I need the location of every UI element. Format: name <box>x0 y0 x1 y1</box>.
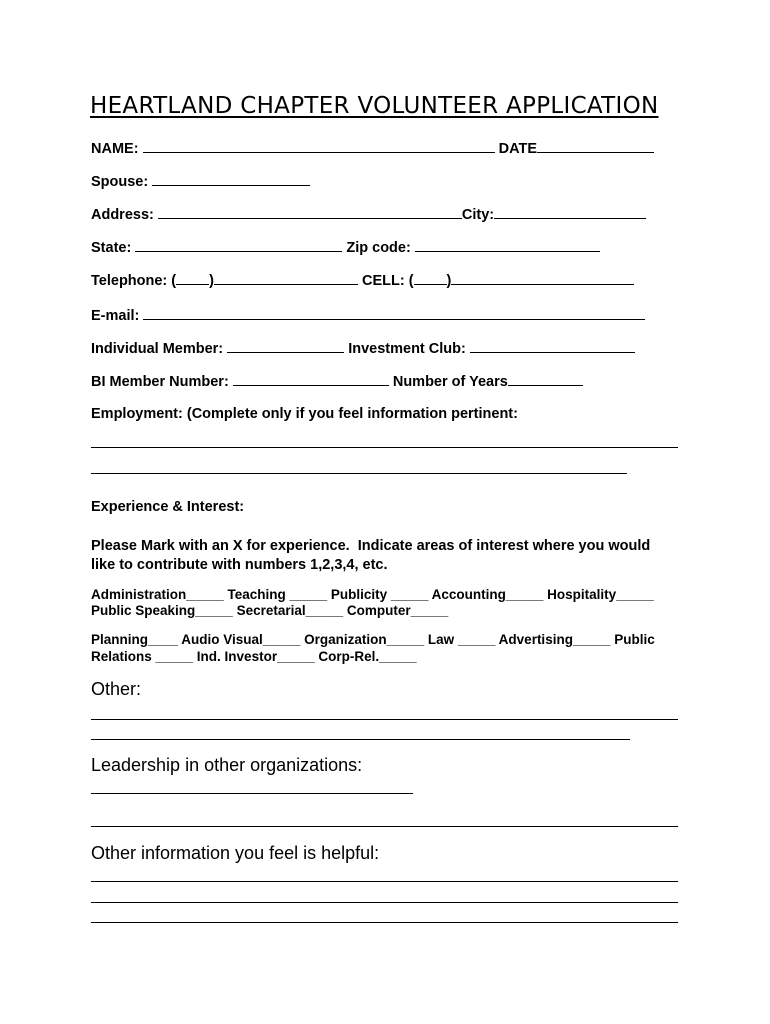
other-line-2[interactable] <box>91 739 630 740</box>
telephone-area-code-field[interactable] <box>176 271 209 285</box>
cell-field[interactable] <box>451 271 634 285</box>
other-line-1[interactable] <box>91 719 678 720</box>
date-label: DATE <box>498 141 537 157</box>
bi-member-row <box>91 372 583 390</box>
experience-instructions-1: Please Mark with an X for experience. Indicate areas of interest where you would <box>91 538 651 554</box>
leadership-line-1[interactable] <box>91 793 413 794</box>
email-field[interactable] <box>143 306 645 320</box>
name-field[interactable] <box>143 139 495 153</box>
state-label: State: <box>91 240 132 256</box>
leadership-label: Leadership in other organizations: <box>91 755 363 775</box>
number-of-years-label: Number of Years <box>392 374 508 390</box>
state-field[interactable] <box>135 238 342 252</box>
cell-label: CELL: ( <box>362 273 414 289</box>
spouse-row <box>91 172 310 190</box>
cell-area-code-field[interactable] <box>414 271 447 285</box>
email-row <box>91 306 645 324</box>
telephone-label: Telephone: ( <box>91 273 177 289</box>
employment-line-1[interactable] <box>91 447 678 448</box>
cell-paren: ) <box>446 273 452 289</box>
address-label: Address: <box>91 207 154 223</box>
experience-instructions-2: like to contribute with numbers 1,2,3,4, etc. <box>91 557 388 573</box>
employment-label: Employment: (Complete only if you feel information pertinent: <box>91 406 518 422</box>
interest-list-1b: Public Speaking_____ Secretarial_____ Computer_____ <box>91 603 449 618</box>
employment-line-2[interactable] <box>91 473 627 474</box>
city-field[interactable] <box>494 205 646 219</box>
investment-club-field[interactable] <box>470 339 635 353</box>
bi-member-number-field[interactable] <box>233 372 389 386</box>
other-info-line-3[interactable] <box>91 922 678 923</box>
name-label: NAME: <box>91 141 139 157</box>
individual-member-label: Individual Member: <box>91 341 224 357</box>
other-info-line-1[interactable] <box>91 881 678 882</box>
zip-field[interactable] <box>415 238 600 252</box>
experience-heading: Experience & Interest: <box>91 499 245 515</box>
address-field[interactable] <box>158 205 462 219</box>
zip-label: Zip code: <box>346 240 411 256</box>
telephone-row <box>91 271 634 289</box>
other-info-line-2[interactable] <box>91 902 678 903</box>
interest-list-2a: Planning____ Audio Visual_____ Organization_____ Law _____ Advertising_____ Public <box>91 632 655 647</box>
telephone-paren: ) <box>209 273 214 289</box>
interest-list-1a: Administration_____ Teaching _____ Publicity _____ Accounting_____ Hospitality_____ <box>91 587 654 602</box>
interest-list-2b: Relations _____ Ind. Investor_____ Corp-Rel._____ <box>91 649 417 664</box>
investment-club-label: Investment Club: <box>348 341 466 357</box>
membership-row <box>91 339 635 357</box>
number-of-years-field[interactable] <box>508 372 583 386</box>
leadership-line-2[interactable] <box>91 826 678 827</box>
spouse-label: Spouse: <box>91 174 149 190</box>
email-label: E-mail: <box>91 308 140 324</box>
city-label: City: <box>461 207 495 223</box>
bi-member-number-label: BI Member Number: <box>91 374 229 390</box>
telephone-field[interactable] <box>214 271 358 285</box>
page-title: HEARTLAND CHAPTER VOLUNTEER APPLICATION <box>90 93 659 119</box>
name-row <box>91 139 654 157</box>
other-info-label: Other information you feel is helpful: <box>91 843 380 863</box>
individual-member-field[interactable] <box>227 339 344 353</box>
state-row <box>91 238 600 256</box>
address-row <box>91 205 646 223</box>
spouse-field[interactable] <box>152 172 310 186</box>
other-label: Other: <box>91 679 142 699</box>
date-field[interactable] <box>537 139 654 153</box>
